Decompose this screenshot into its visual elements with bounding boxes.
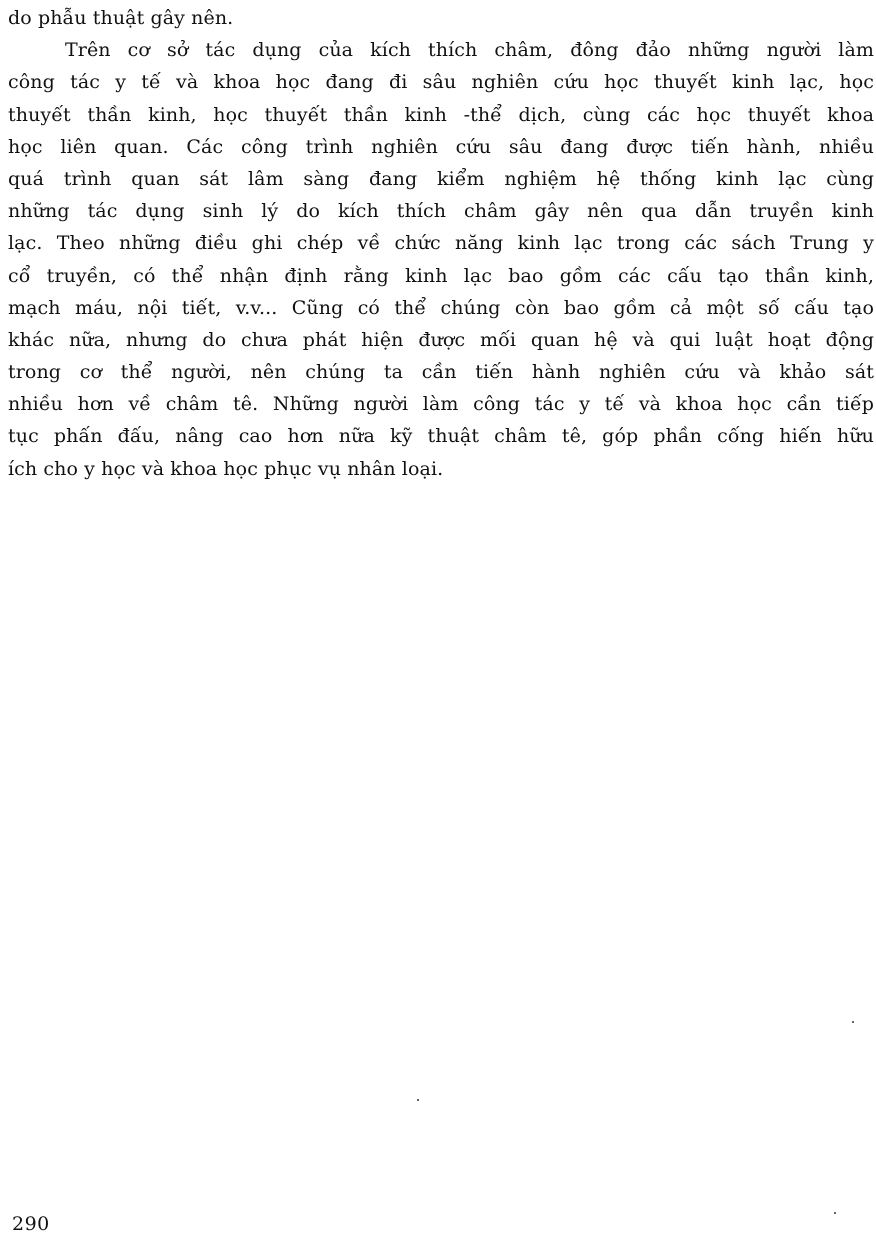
paragraph-line: nhiều hơn về châm tê. Những người làm công tác y tế và khoa học cần tiếp: [8, 393, 874, 416]
paragraph-line: công tác y tế và khoa học đang đi sâu nghiên cứu học thuyết kinh lạc, học: [8, 71, 874, 94]
paragraph-line: học liên quan. Các công trình nghiên cứu sâu đang được tiến hành, nhiều: [8, 135, 874, 158]
body-text: [8, 2, 874, 485]
scan-speck: [834, 1212, 836, 1214]
paragraph-line: quá trình quan sát lâm sàng đang kiểm nghiệm hệ thống kinh lạc cùng: [8, 167, 874, 190]
paragraph-line: thuyết thần kinh, học thuyết thần kinh -thể dịch, cùng các học thuyết khoa: [8, 103, 874, 126]
scan-speck: [852, 1021, 854, 1023]
paragraph-line: những tác dụng sinh lý do kích thích châm gây nên qua dẫn truyền kinh: [8, 200, 874, 223]
opening-line: do phẫu thuật gây nên.: [8, 7, 234, 29]
scan-speck: [417, 1099, 419, 1101]
paragraph-line: trong cơ thể người, nên chúng ta cần tiến hành nghiên cứu và khảo sát: [8, 361, 874, 384]
paragraph-line: mạch máu, nội tiết, v.v... Cũng có thể chúng còn bao gồm cả một số cấu tạo: [8, 296, 874, 319]
paragraph-line: khác nữa, nhưng do chưa phát hiện được mối quan hệ và qui luật hoạt động: [8, 328, 874, 351]
paragraph-line: cổ truyền, có thể nhận định rằng kinh lạc bao gồm các cấu tạo thần kinh,: [8, 264, 874, 287]
paragraph-line: tục phấn đấu, nâng cao hơn nữa kỹ thuật châm tê, góp phần cống hiến hữu: [8, 425, 874, 448]
paragraph-line: lạc. Theo những điều ghi chép về chức năng kinh lạc trong các sách Trung y: [8, 232, 874, 255]
page-number: 290: [12, 1213, 50, 1235]
paragraph-line: Trên cơ sở tác dụng của kích thích châm, đông đảo những người làm: [65, 39, 874, 62]
paragraph-line: ích cho y học và khoa học phục vụ nhân loại.: [8, 457, 444, 480]
